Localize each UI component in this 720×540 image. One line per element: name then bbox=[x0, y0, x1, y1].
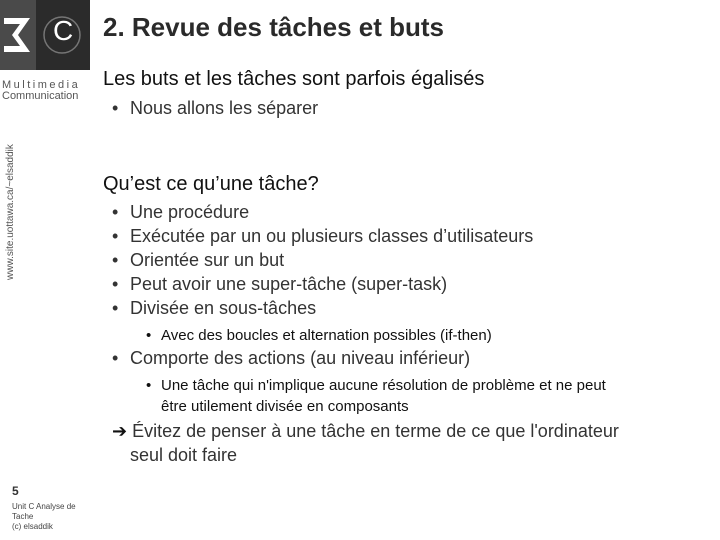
bullet-glyph: • bbox=[112, 202, 119, 222]
multimedia-communication-logo bbox=[0, 0, 90, 70]
bullet-text: Nous allons les séparer bbox=[130, 98, 319, 118]
footer-line: Tache bbox=[12, 512, 34, 521]
conclusion-continuation: seul doit faire bbox=[130, 445, 238, 465]
slide-number: 5 bbox=[12, 484, 19, 498]
bullet-item bbox=[112, 98, 318, 119]
sub-bullet-text: Une tâche qui n'implique aucune résolution de problème et ne peut bbox=[161, 377, 606, 394]
footer-note bbox=[12, 502, 92, 532]
bullet-glyph: • bbox=[112, 274, 119, 294]
bullet-text: Une procédure bbox=[130, 202, 250, 222]
bullet-item bbox=[112, 250, 284, 271]
bullet-item bbox=[112, 226, 533, 247]
bullet-glyph: • bbox=[112, 250, 119, 270]
bullet-text: Exécutée par un ou plusieurs classes d’utilisateurs bbox=[130, 226, 534, 246]
bullet-glyph: • bbox=[146, 377, 152, 394]
bullet-item bbox=[112, 348, 470, 369]
logo-text-multimedia: Multimedia bbox=[2, 79, 81, 91]
bullet-glyph: • bbox=[112, 348, 119, 368]
logo-graphic bbox=[0, 0, 90, 70]
bullet-text: Comporte des actions (au niveau inférieur) bbox=[130, 348, 471, 368]
footer-line: Unit C Analyse de bbox=[12, 502, 76, 511]
bullet-text: Peut avoir une super-tâche (super-task) bbox=[130, 274, 448, 294]
arrow-icon: ➔ bbox=[112, 421, 128, 441]
sub-bullet-item bbox=[146, 327, 492, 344]
logo-letter: C bbox=[53, 15, 74, 46]
section-heading-goals: Les buts et les tâches sont parfois égalisés bbox=[103, 68, 485, 90]
vertical-url: www.site.uottawa.ca/~elsaddik bbox=[5, 144, 16, 280]
section-heading-task: Qu’est ce qu’une tâche? bbox=[103, 173, 319, 195]
bullet-glyph: • bbox=[112, 226, 119, 246]
bullet-item bbox=[112, 274, 447, 295]
logo-text-communication: Communication bbox=[2, 90, 79, 102]
bullet-glyph: • bbox=[112, 98, 119, 118]
bullet-glyph: • bbox=[112, 298, 119, 318]
conclusion-line bbox=[112, 421, 619, 442]
slide-title: 2. Revue des tâches et buts bbox=[103, 12, 445, 42]
bullet-item bbox=[112, 202, 249, 223]
footer-line: (c) elsaddik bbox=[12, 522, 53, 531]
conclusion-text: Évitez de penser à une tâche en terme de ce que l'ordinateur bbox=[132, 421, 619, 441]
bullet-text: Divisée en sous-tâches bbox=[130, 298, 317, 318]
sub-bullet-item bbox=[146, 377, 606, 394]
sub-bullet-continuation: être utilement divisée en composants bbox=[161, 398, 409, 415]
bullet-item bbox=[112, 298, 316, 319]
sub-bullet-text: Avec des boucles et alternation possibles (if-then) bbox=[161, 327, 492, 344]
bullet-text: Orientée sur un but bbox=[130, 250, 285, 270]
bullet-glyph: • bbox=[146, 327, 152, 344]
